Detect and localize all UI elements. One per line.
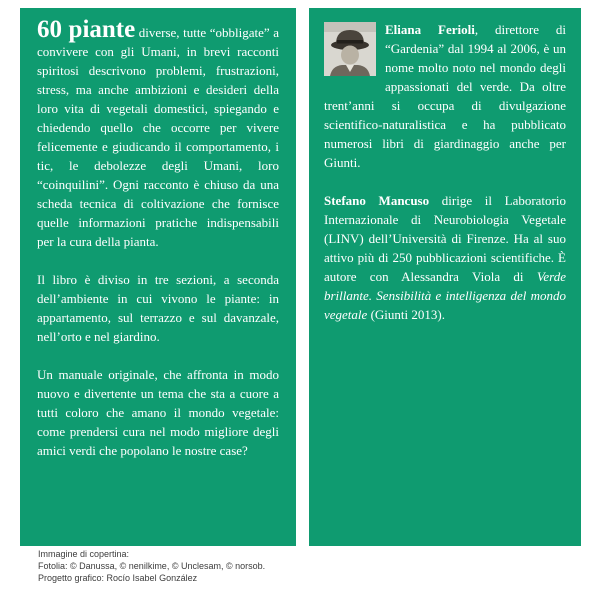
author-photo-graphic (324, 22, 376, 76)
author-photo (324, 22, 376, 76)
synopsis-paragraph-3: Un manuale originale, che affronta in modo nuovo e divertente un tema che sta a cuore a tutti coloro che amano il mondo vegetale: come prendersi cura nel modo migliore degli amici verdi che popolano le nostre case? (37, 367, 279, 458)
author-bio-2-text: dirige il Laboratorio Internazionale di Neurobiologia Vegetale (LINV) dell’Università di Firenze. Ha al suo attivo più di 250 pubblicazioni scientifiche. È autore con Alessandra Viola di (324, 193, 566, 284)
author-name-eliana-ferioli: Eliana Ferioli (385, 22, 475, 37)
left-flap-panel (20, 8, 296, 546)
credits-line-graphic-design: Progetto grafico: Rocío Isabel González (38, 573, 198, 583)
credits-line-fotolia: Fotolia: © Danussa, © nenilkime, © Unclesam, © norsob. (38, 561, 266, 571)
right-flap-panel (309, 8, 581, 546)
author-name-stefano-mancuso: Stefano Mancuso (324, 193, 430, 208)
credits-block (38, 548, 265, 584)
author-bio-1-text: , direttore di “Gardenia” dal 1994 al 2006, è un nome molto noto nel mondo degli appassionati del verde. Da oltre trent’anni si occupa di divulgazione scientifico-naturalistica e ha pubblicato numerosi libri di giardinaggio anche per Giunti. (324, 22, 566, 170)
synopsis-paragraph-2: Il libro è diviso in tre sezioni, a seconda dell’ambiente in cui vivono le piante: in appartamento, sul terrazzo e sul davanzale, nell’orto e nel giardino. (37, 272, 279, 344)
author-bio-1 (324, 20, 566, 172)
synopsis-paragraph-1-text: diverse, tutte “obbligate” a convivere con gli Umani, in brevi racconti spiritosi descrivono problemi, frustrazioni, stress, ma anche ambizioni e desideri della loro vita di vegetali domestici, spiegando e chiedendo quello che occorre per vivere felicemente e giudicando il comportamento, i tic, le debolezze degli Umani, loro “coinquilini”. Ogni racconto è chiuso da una scheda tecnica di coltivazione che fornisce quelle informazioni pratiche indispensabili per la cura della pianta. (37, 25, 279, 249)
author-bio-2 (324, 191, 566, 324)
credits-line-cover-image: Immagine di copertina: (38, 549, 130, 559)
author-bio-2-tail: (Giunti 2013). (367, 307, 445, 322)
book-title-verde-brillante: Verde brillante. Sensibilità e intelligenza del mondo vegetale (324, 269, 566, 322)
synopsis-paragraph-1 (37, 16, 279, 251)
lead-60-piante: 60 piante (37, 16, 136, 43)
